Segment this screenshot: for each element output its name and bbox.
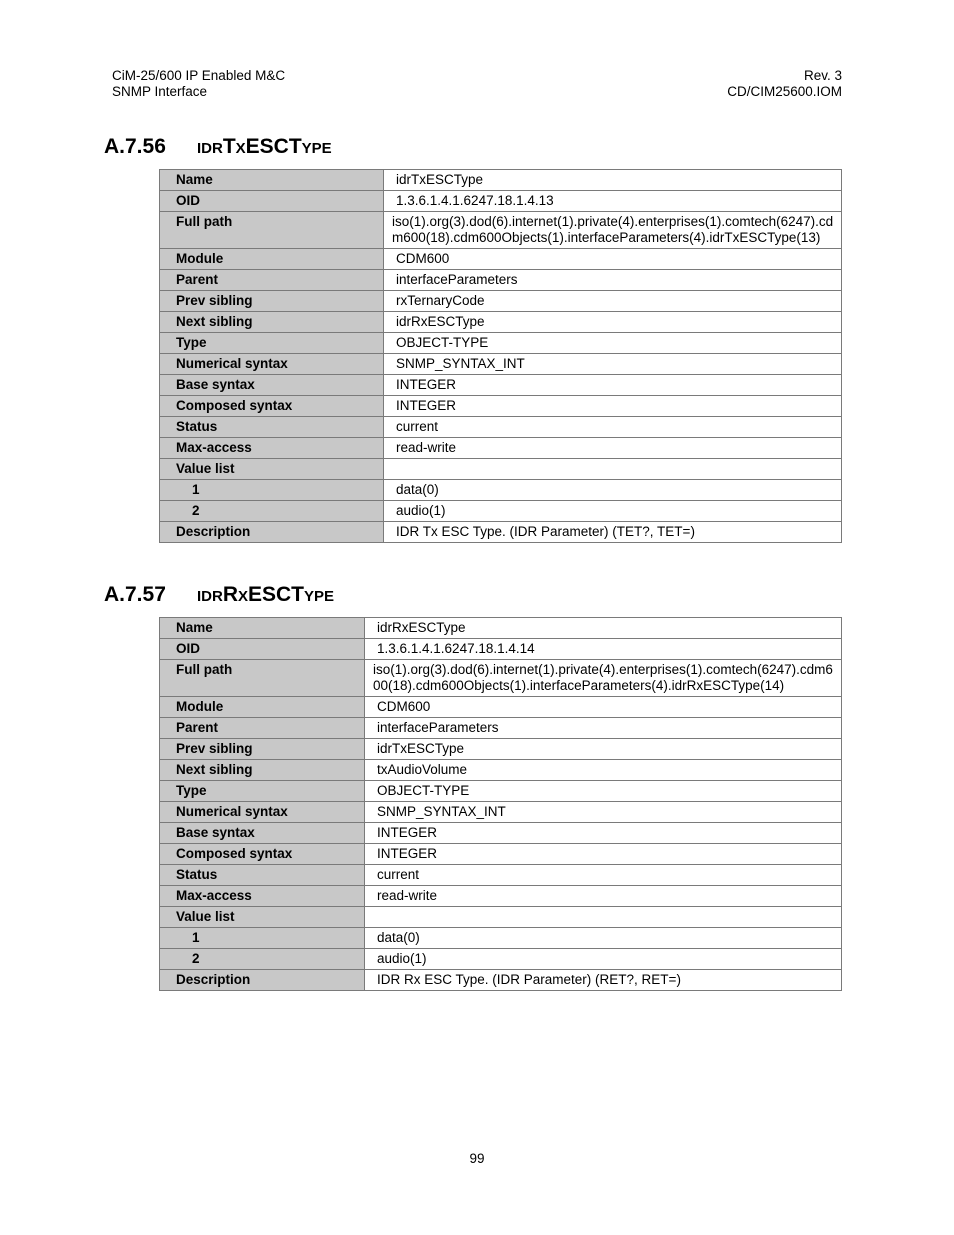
row-value: idrRxESCType: [365, 618, 842, 639]
row-label: Max-access: [160, 886, 365, 907]
table-row: [160, 970, 842, 991]
table-row: [160, 865, 842, 886]
row-value: audio(1): [384, 501, 842, 522]
table-row: [160, 718, 842, 739]
row-label: Type: [160, 333, 384, 354]
page-number: 99: [469, 1151, 485, 1166]
table-row: [160, 928, 842, 949]
page-header-right: [727, 68, 842, 100]
row-label: Prev sibling: [160, 291, 384, 312]
row-label: Next sibling: [160, 312, 384, 333]
row-label: Composed syntax: [160, 844, 365, 865]
row-value: [384, 459, 842, 480]
row-value: INTEGER: [365, 844, 842, 865]
row-value: CDM600: [365, 697, 842, 718]
row-value: OBJECT-TYPE: [365, 781, 842, 802]
table-row: [160, 396, 842, 417]
table-row: [160, 844, 842, 865]
section-number: A.7.56: [104, 135, 166, 158]
row-value: idrTxESCType: [365, 739, 842, 760]
row-label: Numerical syntax: [160, 802, 365, 823]
section-title: idrRxESCType: [197, 583, 335, 606]
row-value: INTEGER: [384, 375, 842, 396]
object-table-idrtxesctype: [159, 169, 842, 543]
row-label: OID: [160, 639, 365, 660]
row-label: Max-access: [160, 438, 384, 459]
table-row: [160, 459, 842, 480]
row-label: Type: [160, 781, 365, 802]
object-table-idrrxesctype: [159, 617, 842, 991]
table-row: [160, 618, 842, 639]
section-heading-a-7-57: [104, 583, 334, 607]
row-value: current: [384, 417, 842, 438]
row-value: IDR Tx ESC Type. (IDR Parameter) (TET?, TET=): [384, 522, 842, 543]
table-row: [160, 480, 842, 501]
row-value: audio(1): [365, 949, 842, 970]
row-label: Numerical syntax: [160, 354, 384, 375]
row-value: CDM600: [384, 249, 842, 270]
row-label: Base syntax: [160, 823, 365, 844]
row-label: Next sibling: [160, 760, 365, 781]
table-row: [160, 417, 842, 438]
row-label: Value list: [160, 459, 384, 480]
row-value: data(0): [384, 480, 842, 501]
row-value: idrTxESCType: [384, 170, 842, 191]
table-row: [160, 375, 842, 396]
row-label: Composed syntax: [160, 396, 384, 417]
row-value: INTEGER: [365, 823, 842, 844]
row-value: read-write: [365, 886, 842, 907]
row-value: SNMP_SYNTAX_INT: [384, 354, 842, 375]
row-value: read-write: [384, 438, 842, 459]
table-row: [160, 739, 842, 760]
header-subtitle: SNMP Interface: [112, 84, 208, 99]
table-row: [160, 760, 842, 781]
table-row: [160, 907, 842, 928]
table-row: [160, 886, 842, 907]
row-label: Full path: [160, 212, 384, 249]
table-row: [160, 291, 842, 312]
row-label: 1: [160, 480, 384, 501]
row-value: iso(1).org(3).dod(6).internet(1).private(4).enterprises(1).comtech(6247).cdm600(18).cdm600Objects(1).interfaceParameters(4).idrTxESCType(13): [384, 212, 842, 249]
row-label: Status: [160, 865, 365, 886]
table-row: [160, 823, 842, 844]
row-value: iso(1).org(3).dod(6).internet(1).private(4).enterprises(1).comtech(6247).cdm600(18).cdm600Objects(1).interfaceParameters(4).idrRxESCType(14): [365, 660, 842, 697]
table-row: [160, 949, 842, 970]
row-value: INTEGER: [384, 396, 842, 417]
section-heading-a-7-56: [104, 135, 332, 159]
row-label: 2: [160, 949, 365, 970]
table-row: [160, 639, 842, 660]
row-label: Parent: [160, 270, 384, 291]
header-revision: Rev. 3: [803, 68, 842, 83]
table-row: [160, 501, 842, 522]
row-value: SNMP_SYNTAX_INT: [365, 802, 842, 823]
table-row: [160, 697, 842, 718]
table-row: [160, 354, 842, 375]
page-header-left: [112, 68, 285, 100]
row-value: 1.3.6.1.4.1.6247.18.1.4.14: [365, 639, 842, 660]
table-row: [160, 333, 842, 354]
row-value: txAudioVolume: [365, 760, 842, 781]
row-label: Value list: [160, 907, 365, 928]
header-product: CiM-25/600 IP Enabled M&C: [112, 68, 286, 83]
row-label: Name: [160, 618, 365, 639]
table-row: [160, 438, 842, 459]
row-label: 1: [160, 928, 365, 949]
table-row: [160, 191, 842, 212]
row-label: 2: [160, 501, 384, 522]
table-row: [160, 270, 842, 291]
table-row: [160, 170, 842, 191]
row-label: Description: [160, 970, 365, 991]
row-label: Description: [160, 522, 384, 543]
row-label: Prev sibling: [160, 739, 365, 760]
row-value: rxTernaryCode: [384, 291, 842, 312]
row-label: Module: [160, 697, 365, 718]
row-value: 1.3.6.1.4.1.6247.18.1.4.13: [384, 191, 842, 212]
row-label: Status: [160, 417, 384, 438]
row-label: Name: [160, 170, 384, 191]
row-value: current: [365, 865, 842, 886]
row-value: data(0): [365, 928, 842, 949]
section-number: A.7.57: [104, 583, 166, 606]
header-doc-id: CD/CIM25600.IOM: [727, 84, 842, 99]
row-label: Parent: [160, 718, 365, 739]
table-row: [160, 781, 842, 802]
table-row: [160, 249, 842, 270]
table-row: [160, 802, 842, 823]
section-title: idrTxESCType: [197, 135, 332, 158]
row-value: idrRxESCType: [384, 312, 842, 333]
table-row: [160, 312, 842, 333]
row-label: Base syntax: [160, 375, 384, 396]
row-value: OBJECT-TYPE: [384, 333, 842, 354]
row-value: IDR Rx ESC Type. (IDR Parameter) (RET?, RET=): [365, 970, 842, 991]
row-label: Full path: [160, 660, 365, 697]
row-value: [365, 907, 842, 928]
table-row: [160, 660, 842, 697]
row-value: interfaceParameters: [365, 718, 842, 739]
row-value: interfaceParameters: [384, 270, 842, 291]
table-row: [160, 212, 842, 249]
row-label: OID: [160, 191, 384, 212]
row-label: Module: [160, 249, 384, 270]
table-row: [160, 522, 842, 543]
